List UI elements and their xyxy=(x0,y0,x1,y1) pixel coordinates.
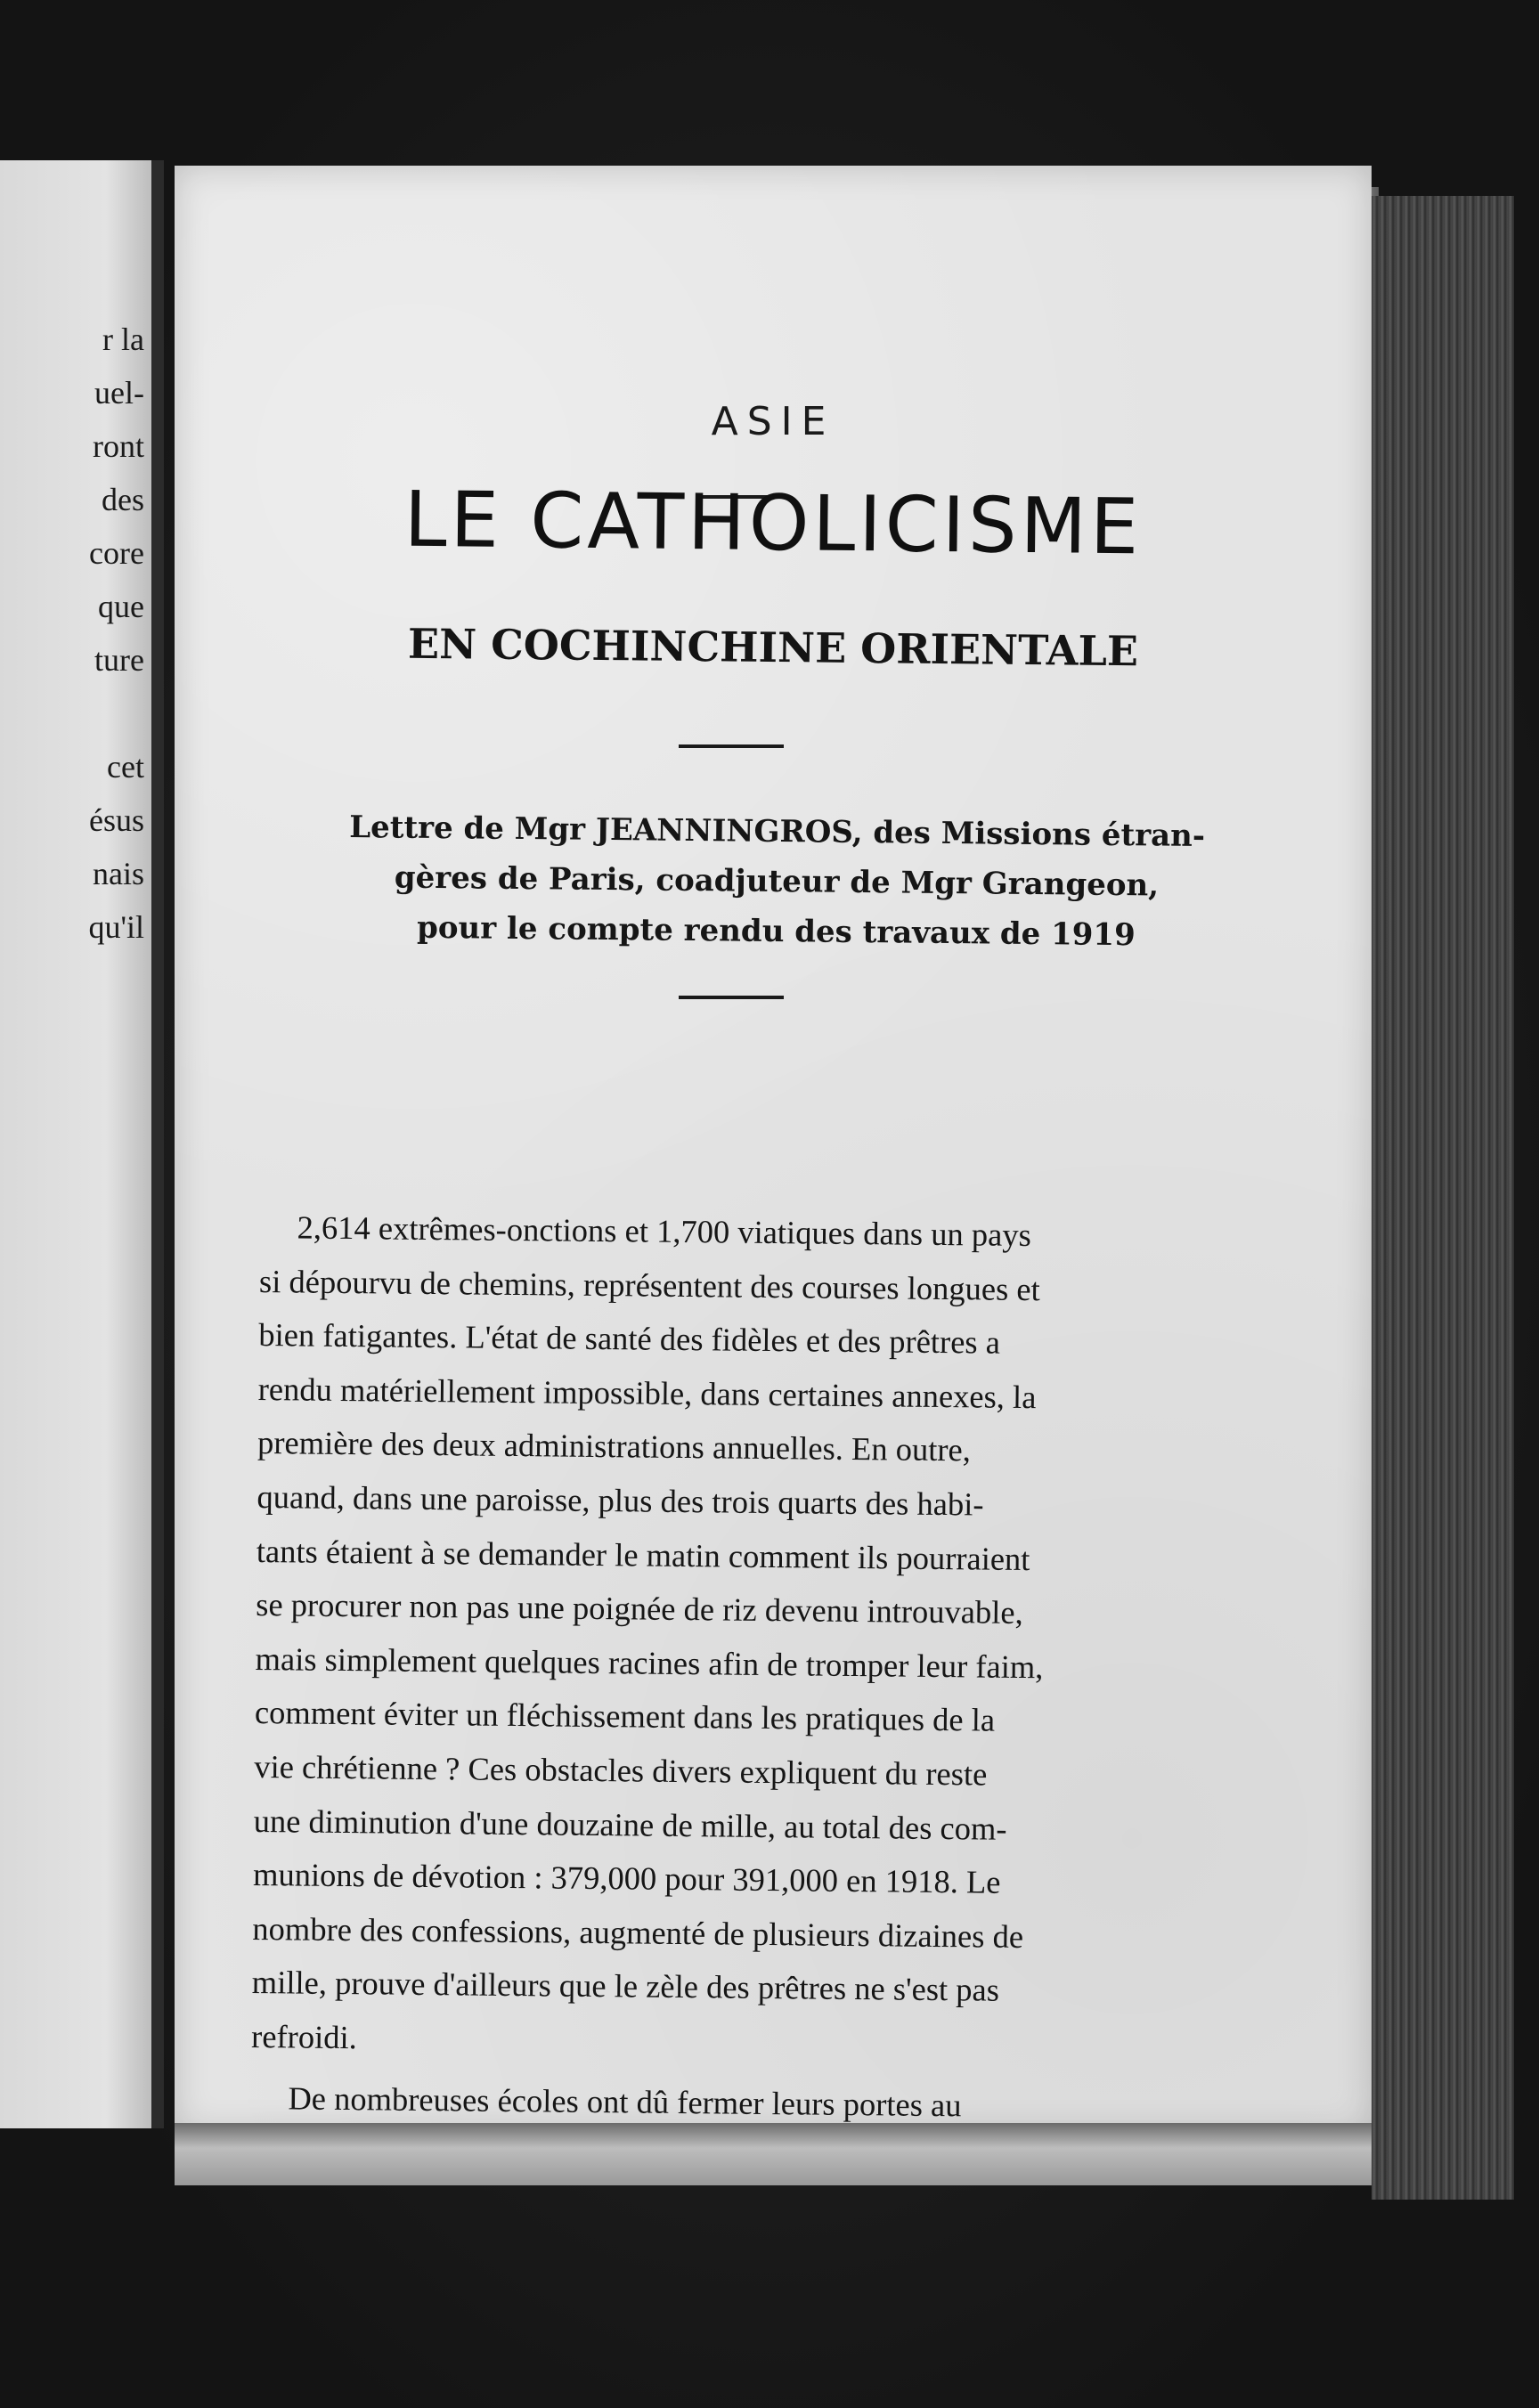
body-line: bien fatigantes. L'état de santé des fidèles et des prêtres a xyxy=(258,1316,1001,1361)
left-page-fragment: core xyxy=(89,535,144,571)
body-line: rendu matériellement impossible, dans certaines annexes, la xyxy=(257,1370,1037,1415)
body-line: nombre des confessions, augmenté de plusieurs dizaines de xyxy=(252,1909,1024,1955)
page-bottom-edge xyxy=(175,2123,1372,2185)
body-line: si dépourvu de chemins, représentent des courses longues et xyxy=(258,1262,1041,1307)
body-line: tants étaient à se demander le matin comment ils pourraient xyxy=(256,1532,1030,1577)
book-page xyxy=(175,166,1372,2134)
body-text xyxy=(250,1200,1204,2135)
page-title: LE CATHOLICISME xyxy=(403,475,1143,573)
body-line: 2,614 extrêmes-onctions et 1,700 viatiques dans un pays xyxy=(297,1208,1031,1254)
intro-line: Lettre de Mgr JEANNINGROS, des Missions étran- xyxy=(348,809,1206,855)
body-line: mille, prouve d'ailleurs que le zèle des prêtres ne s'est pas xyxy=(251,1964,1000,2009)
left-facing-page xyxy=(0,160,164,2128)
section-label: ASIE xyxy=(711,399,835,444)
body-line: vie chrétienne ? Ces obstacles divers expliquent du reste xyxy=(254,1747,988,1793)
left-page-fragment: ésus xyxy=(89,802,144,838)
divider-rule xyxy=(679,996,784,999)
body-line: refroidi. xyxy=(250,2017,357,2056)
left-page-fragment: r la xyxy=(102,321,144,357)
left-page-fragment: ront xyxy=(93,428,144,464)
left-page-fragment: ture xyxy=(94,642,144,678)
body-line: comment éviter un fléchissement dans les pratiques de la xyxy=(254,1694,996,1739)
page-subtitle: EN COCHINCHINE ORIENTALE xyxy=(407,619,1139,676)
left-page-fragment: uel- xyxy=(94,375,144,411)
body-line: une diminution d'une douzaine de mille, au total des com- xyxy=(253,1802,1007,1847)
left-page-fragment: qu'il xyxy=(88,909,144,945)
body-line: De nombreuses écoles ont dû fermer leurs portes au xyxy=(288,2079,962,2123)
body-line: se procurer non pas une poignée de riz devenu introuvable, xyxy=(256,1586,1023,1631)
intro-line: pour le compte rendu des travaux de 1919 xyxy=(416,909,1136,954)
left-page-fragment: que xyxy=(98,589,144,624)
left-page-fragment: nais xyxy=(93,856,144,891)
left-page-fragment: des xyxy=(102,482,144,517)
body-line: mais simplement quelques racines afin de tromper leur faim, xyxy=(255,1639,1044,1685)
letter-intro xyxy=(259,801,1294,962)
divider-rule xyxy=(679,744,784,748)
body-line: première des deux administrations annuelles. En outre, xyxy=(256,1424,972,1468)
body-line: quand, dans une paroisse, plus des trois quarts des habi- xyxy=(256,1477,984,1523)
page-stack xyxy=(1372,196,1514,2200)
body-line: munions de dévotion : 379,000 pour 391,000 en 1918. Le xyxy=(252,1856,1001,1900)
left-page-fragment: cet xyxy=(107,749,144,785)
intro-line: gères de Paris, coadjuteur de Mgr Grangeon, xyxy=(394,859,1160,904)
